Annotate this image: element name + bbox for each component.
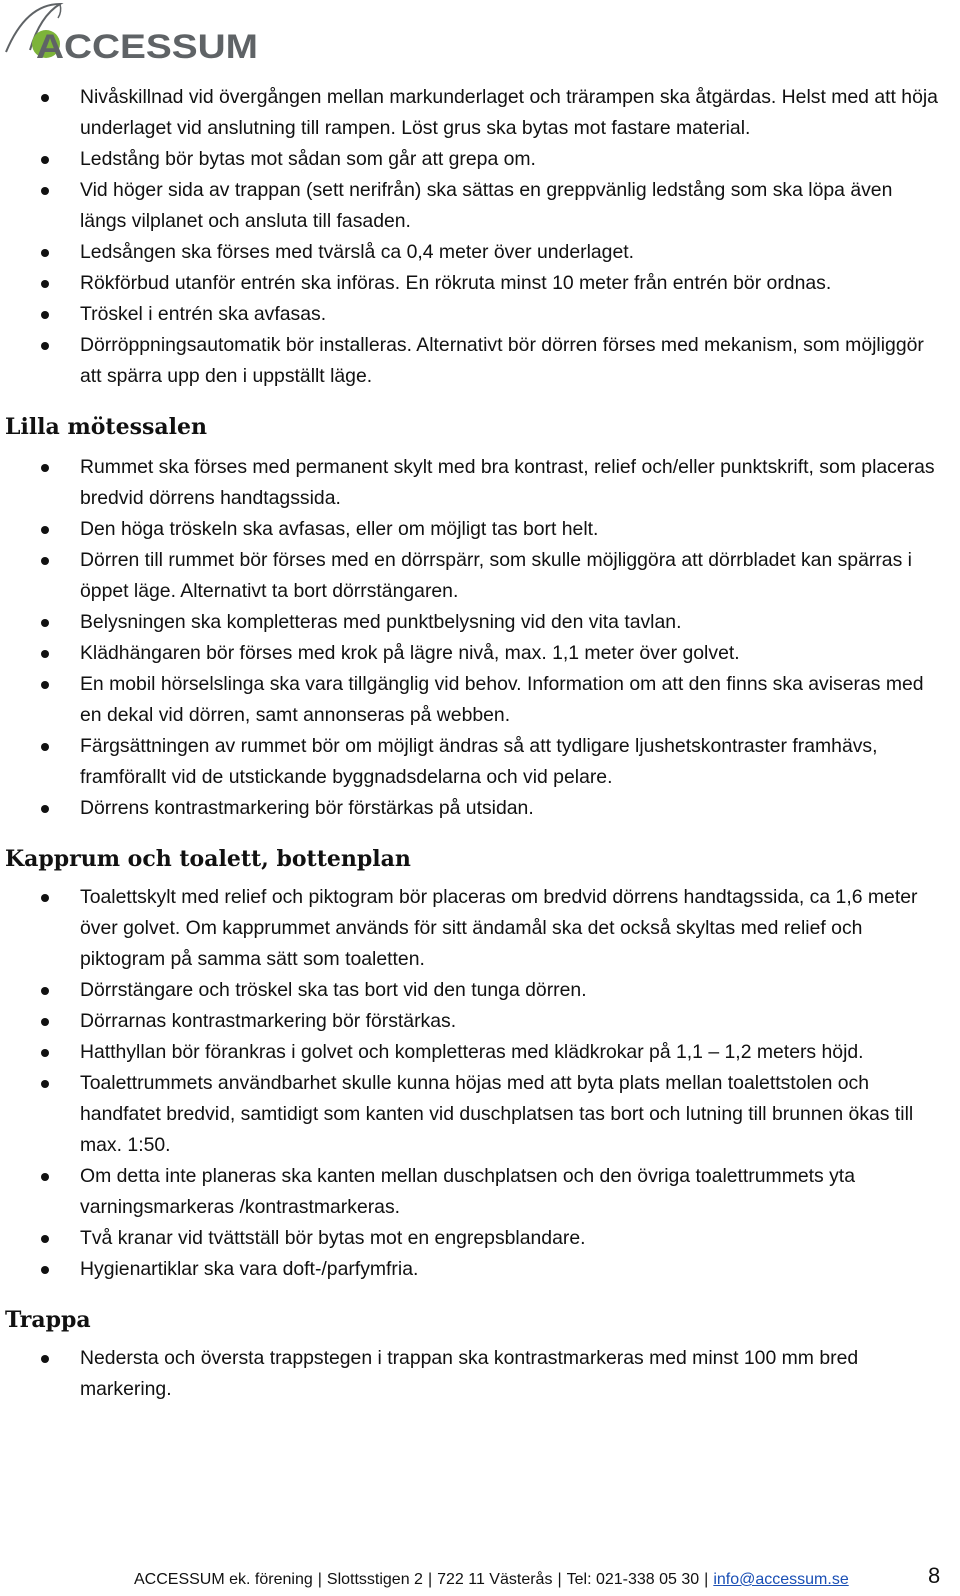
list-item: Hygienartiklar ska vara doft-/parfymfria. xyxy=(0,1254,960,1285)
list-item: Hatthyllan bör förankras i golvet och kompletteras med klädkrokar på 1,1 – 1,2 meters höjd. xyxy=(0,1037,960,1068)
list-item: Vid höger sida av trappan (sett nerifrån) ska sättas en greppvänlig ledstång som ska löpa även längs vilplanet och ansluta till fasaden. xyxy=(0,175,960,237)
list-item: Om detta inte planeras ska kanten mellan duschplatsen och den övriga toalettrummets yta varningsmarkeras /kontrastmarkeras. xyxy=(0,1161,960,1223)
list-item: Dörrens kontrastmarkering bör förstärkas på utsidan. xyxy=(0,793,960,824)
footer-address: Slottsstigen 2 xyxy=(326,1571,423,1588)
list-item: Rökförbud utanför entrén ska införas. En rökruta minst 10 meter från entrén bör ordnas. xyxy=(0,268,960,299)
list-item: Toalettskylt med relief och piktogram bör placeras om bredvid dörrens handtagssida, ca 1,6 meter över golvet. Om kapprummet används för sitt ändamål ska det också skyltas med relief och piktogram på samma sätt som toaletten. xyxy=(0,882,960,975)
section-heading-kapprum-toalett: Kapprum och toalett, bottenplan xyxy=(5,846,411,872)
list-item: Nivåskillnad vid övergången mellan markunderlaget och trärampen ska åtgärdas. Helst med att höja underlaget vid anslutning till rampen. Löst grus ska bytas mot fastare material. xyxy=(0,82,960,144)
list-item: Ledsången ska förses med tvärslå ca 0,4 meter över underlaget. xyxy=(0,237,960,268)
meeting-room-list xyxy=(0,452,960,824)
entrance-list xyxy=(0,82,960,392)
list-item: Färgsättningen av rummet bör om möjligt ändras så att tydligare ljushetskontraster framhävs, framförallt vid de utstickande byggnadsdelarna och vid pelare. xyxy=(0,731,960,793)
footer-postal: 722 11 Västerås xyxy=(437,1571,553,1588)
list-item: Två kranar vid tvättställ bör bytas mot en engrepsblandare. xyxy=(0,1223,960,1254)
footer-separator: | xyxy=(557,1571,562,1588)
footer-phone: Tel: 021-338 05 30 xyxy=(566,1571,700,1588)
footer-separator: | xyxy=(427,1571,433,1588)
list-item: Dörrstängare och tröskel ska tas bort vid den tunga dörren. xyxy=(0,975,960,1006)
list-item: Dörren till rummet bör förses med en dörrspärr, som skulle möjliggöra att dörrbladet kan spärras i öppet läge. Alternativt ta bort dörrstängaren. xyxy=(0,545,960,607)
document-body xyxy=(0,82,960,1405)
section-heading-trappa: Trappa xyxy=(5,1307,91,1333)
list-item: Rummet ska förses med permanent skylt med bra kontrast, relief och/eller punktskrift, som placeras bredvid dörrens handtagssida. xyxy=(0,452,960,514)
list-item: Nedersta och översta trappstegen i trappan ska kontrastmarkeras med minst 100 mm bred markering. xyxy=(0,1343,960,1405)
list-item: Dörrarnas kontrastmarkering bör förstärkas. xyxy=(0,1006,960,1037)
list-item: Ledstång bör bytas mot sådan som går att grepa om. xyxy=(0,144,960,175)
list-item: Den höga tröskeln ska avfasas, eller om möjligt tas bort helt. xyxy=(0,514,960,545)
accessum-logo xyxy=(0,0,270,80)
list-item: Dörröppningsautomatik bör installeras. Alternativt bör dörren förses med mekanism, som möjliggör att spärra upp den i uppställt läge. xyxy=(0,330,960,392)
logo-text: ACCESSUM xyxy=(36,28,258,66)
page-number: 8 xyxy=(928,1563,941,1588)
footer-org: ACCESSUM ek. förening xyxy=(134,1571,313,1588)
list-item: Tröskel i entrén ska avfasas. xyxy=(0,299,960,330)
footer-email-link[interactable]: info@accessum.se xyxy=(713,1571,849,1588)
list-item: Toalettrummets användbarhet skulle kunna höjas med att byta plats mellan toalettstolen och handfatet bredvid, samtidigt som kanten vid duschplatsen tas bort och lutning till brunnen ökas till max. 1:50. xyxy=(0,1068,960,1161)
list-item: Klädhängaren bör förses med krok på lägre nivå, max. 1,1 meter över golvet. xyxy=(0,638,960,669)
list-item: En mobil hörselslinga ska vara tillgänglig vid behov. Information om att den finns ska aviseras med en dekal vid dörren, samt annonseras på webben. xyxy=(0,669,960,731)
page-footer xyxy=(134,1570,960,1590)
section-heading-lilla-motessalen: Lilla mötessalen xyxy=(5,414,207,440)
cloakroom-toilet-list xyxy=(0,882,960,1285)
footer-separator: | xyxy=(704,1571,709,1588)
footer-separator: | xyxy=(317,1571,322,1588)
list-item: Belysningen ska kompletteras med punktbelysning vid den vita tavlan. xyxy=(0,607,960,638)
stairs-list xyxy=(0,1343,960,1405)
